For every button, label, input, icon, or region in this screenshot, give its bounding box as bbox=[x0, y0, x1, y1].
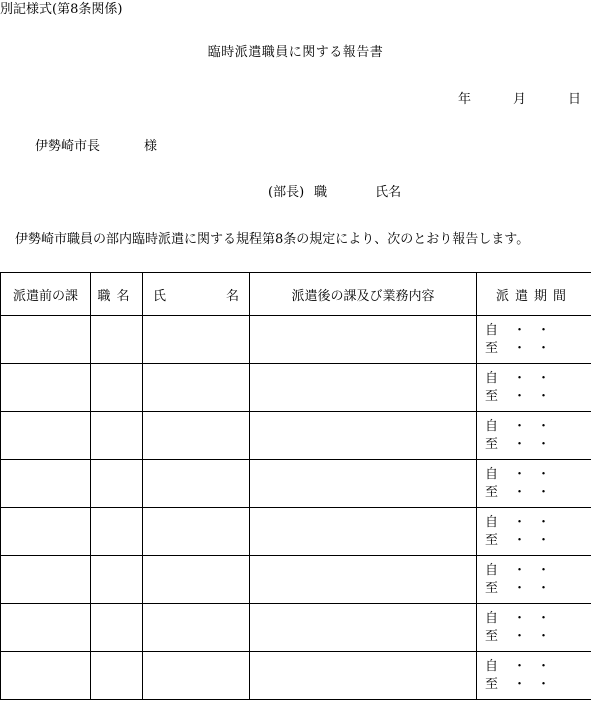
period-from-label: 自 bbox=[485, 562, 499, 578]
cell-before-section[interactable] bbox=[1, 652, 91, 700]
cell-content[interactable] bbox=[250, 652, 477, 700]
period-from-line bbox=[485, 370, 591, 388]
addressee bbox=[35, 139, 157, 155]
period-to-line bbox=[485, 676, 591, 694]
period-to-label: 至 bbox=[485, 484, 499, 500]
cell-job-title[interactable] bbox=[91, 604, 143, 652]
reporter-position: 職 bbox=[314, 185, 328, 200]
header-before-section: 派遣前の課 bbox=[1, 273, 91, 316]
cell-period[interactable] bbox=[477, 316, 591, 364]
date-line bbox=[458, 92, 581, 108]
cell-before-section[interactable] bbox=[1, 508, 91, 556]
period-to-line bbox=[485, 388, 591, 406]
header-job-title: 職名 bbox=[91, 273, 143, 316]
cell-job-title[interactable] bbox=[91, 652, 143, 700]
form-label: 別記様式(第8条関係) bbox=[0, 2, 123, 17]
cell-before-section[interactable] bbox=[1, 604, 91, 652]
cell-job-title[interactable] bbox=[91, 364, 143, 412]
period-from-line bbox=[485, 562, 591, 580]
date-separator-dot: ・ bbox=[513, 610, 527, 626]
cell-before-section[interactable] bbox=[1, 412, 91, 460]
cell-content[interactable] bbox=[250, 556, 477, 604]
period-from-label: 自 bbox=[485, 370, 499, 386]
cell-before-section[interactable] bbox=[1, 460, 91, 508]
cell-period[interactable] bbox=[477, 412, 591, 460]
date-separator-dot: ・ bbox=[513, 388, 527, 404]
date-separator-dot: ・ bbox=[513, 514, 527, 530]
date-separator-dot: ・ bbox=[513, 322, 527, 338]
cell-job-title[interactable] bbox=[91, 316, 143, 364]
cell-before-section[interactable] bbox=[1, 364, 91, 412]
report-table bbox=[0, 272, 591, 700]
date-month: 月 bbox=[513, 92, 527, 107]
cell-name[interactable] bbox=[143, 460, 250, 508]
period-to-label: 至 bbox=[485, 628, 499, 644]
document-title: 臨時派遣職員に関する報告書 bbox=[207, 45, 384, 60]
period-to-label: 至 bbox=[485, 580, 499, 596]
cell-content[interactable] bbox=[250, 460, 477, 508]
header-period: 派遣期間 bbox=[477, 273, 591, 316]
date-separator-dot: ・ bbox=[537, 580, 551, 596]
cell-content[interactable] bbox=[250, 412, 477, 460]
date-separator-dot: ・ bbox=[513, 466, 527, 482]
table-row bbox=[1, 364, 591, 412]
date-separator-dot: ・ bbox=[537, 628, 551, 644]
period-to-label: 至 bbox=[485, 340, 499, 356]
period-to-label: 至 bbox=[485, 532, 499, 548]
period-from-label: 自 bbox=[485, 466, 499, 482]
date-separator-dot: ・ bbox=[513, 658, 527, 674]
cell-content[interactable] bbox=[250, 364, 477, 412]
cell-job-title[interactable] bbox=[91, 412, 143, 460]
cell-period[interactable] bbox=[477, 508, 591, 556]
date-separator-dot: ・ bbox=[513, 532, 527, 548]
period-to-label: 至 bbox=[485, 676, 499, 692]
period-from-line bbox=[485, 514, 591, 532]
date-separator-dot: ・ bbox=[537, 340, 551, 356]
cell-before-section[interactable] bbox=[1, 556, 91, 604]
date-separator-dot: ・ bbox=[537, 436, 551, 452]
cell-name[interactable] bbox=[143, 556, 250, 604]
period-to-line bbox=[485, 580, 591, 598]
reporter-dept-head: (部長) bbox=[268, 185, 305, 200]
body-text: 伊勢崎市職員の部内臨時派遣に関する規程第8条の規定により、次のとおり報告します。 bbox=[15, 232, 530, 247]
date-separator-dot: ・ bbox=[513, 484, 527, 500]
date-separator-dot: ・ bbox=[513, 370, 527, 386]
period-from-line bbox=[485, 418, 591, 436]
date-year: 年 bbox=[458, 92, 472, 107]
table-row bbox=[1, 604, 591, 652]
cell-period[interactable] bbox=[477, 652, 591, 700]
date-separator-dot: ・ bbox=[537, 370, 551, 386]
period-from-label: 自 bbox=[485, 322, 499, 338]
date-separator-dot: ・ bbox=[537, 484, 551, 500]
period-to-line bbox=[485, 484, 591, 502]
addressee-honorific: 様 bbox=[144, 139, 158, 154]
cell-name[interactable] bbox=[143, 604, 250, 652]
date-separator-dot: ・ bbox=[537, 658, 551, 674]
date-separator-dot: ・ bbox=[537, 466, 551, 482]
date-separator-dot: ・ bbox=[537, 532, 551, 548]
cell-period[interactable] bbox=[477, 604, 591, 652]
date-separator-dot: ・ bbox=[537, 322, 551, 338]
cell-name[interactable] bbox=[143, 316, 250, 364]
period-from-label: 自 bbox=[485, 610, 499, 626]
period-to-label: 至 bbox=[485, 388, 499, 404]
date-separator-dot: ・ bbox=[513, 340, 527, 356]
cell-job-title[interactable] bbox=[91, 460, 143, 508]
table-row bbox=[1, 460, 591, 508]
reporter bbox=[268, 185, 401, 201]
period-to-line bbox=[485, 628, 591, 646]
cell-period[interactable] bbox=[477, 556, 591, 604]
period-from-label: 自 bbox=[485, 658, 499, 674]
table-row bbox=[1, 508, 591, 556]
date-separator-dot: ・ bbox=[513, 676, 527, 692]
addressee-name: 伊勢崎市長 bbox=[35, 139, 101, 154]
date-separator-dot: ・ bbox=[513, 418, 527, 434]
header-name-part2: 名 bbox=[226, 288, 240, 304]
table-row bbox=[1, 316, 591, 364]
date-separator-dot: ・ bbox=[537, 388, 551, 404]
header-content: 派遣後の課及び業務内容 bbox=[250, 273, 477, 316]
period-from-line bbox=[485, 322, 591, 340]
cell-name[interactable] bbox=[143, 508, 250, 556]
table-row bbox=[1, 652, 591, 700]
period-from-label: 自 bbox=[485, 514, 499, 530]
cell-period[interactable] bbox=[477, 460, 591, 508]
date-separator-dot: ・ bbox=[537, 418, 551, 434]
period-from-line bbox=[485, 610, 591, 628]
cell-content[interactable] bbox=[250, 316, 477, 364]
date-separator-dot: ・ bbox=[513, 628, 527, 644]
period-to-line bbox=[485, 532, 591, 550]
cell-job-title[interactable] bbox=[91, 556, 143, 604]
period-from-label: 自 bbox=[485, 418, 499, 434]
period-from-line bbox=[485, 658, 591, 676]
cell-before-section[interactable] bbox=[1, 316, 91, 364]
table-row bbox=[1, 412, 591, 460]
cell-name[interactable] bbox=[143, 412, 250, 460]
date-separator-dot: ・ bbox=[537, 676, 551, 692]
cell-name[interactable] bbox=[143, 652, 250, 700]
reporter-name: 氏名 bbox=[375, 185, 402, 200]
period-to-line bbox=[485, 340, 591, 358]
date-separator-dot: ・ bbox=[513, 580, 527, 596]
header-name bbox=[143, 273, 250, 316]
table-header-row bbox=[1, 273, 591, 316]
cell-content[interactable] bbox=[250, 604, 477, 652]
period-to-line bbox=[485, 436, 591, 454]
table-row bbox=[1, 556, 591, 604]
cell-content[interactable] bbox=[250, 508, 477, 556]
cell-period[interactable] bbox=[477, 364, 591, 412]
date-separator-dot: ・ bbox=[513, 562, 527, 578]
date-day: 日 bbox=[568, 92, 582, 107]
header-name-part1: 氏 bbox=[153, 288, 167, 304]
cell-name[interactable] bbox=[143, 364, 250, 412]
date-separator-dot: ・ bbox=[537, 562, 551, 578]
date-separator-dot: ・ bbox=[537, 610, 551, 626]
period-to-label: 至 bbox=[485, 436, 499, 452]
period-from-line bbox=[485, 466, 591, 484]
date-separator-dot: ・ bbox=[537, 514, 551, 530]
cell-job-title[interactable] bbox=[91, 508, 143, 556]
date-separator-dot: ・ bbox=[513, 436, 527, 452]
